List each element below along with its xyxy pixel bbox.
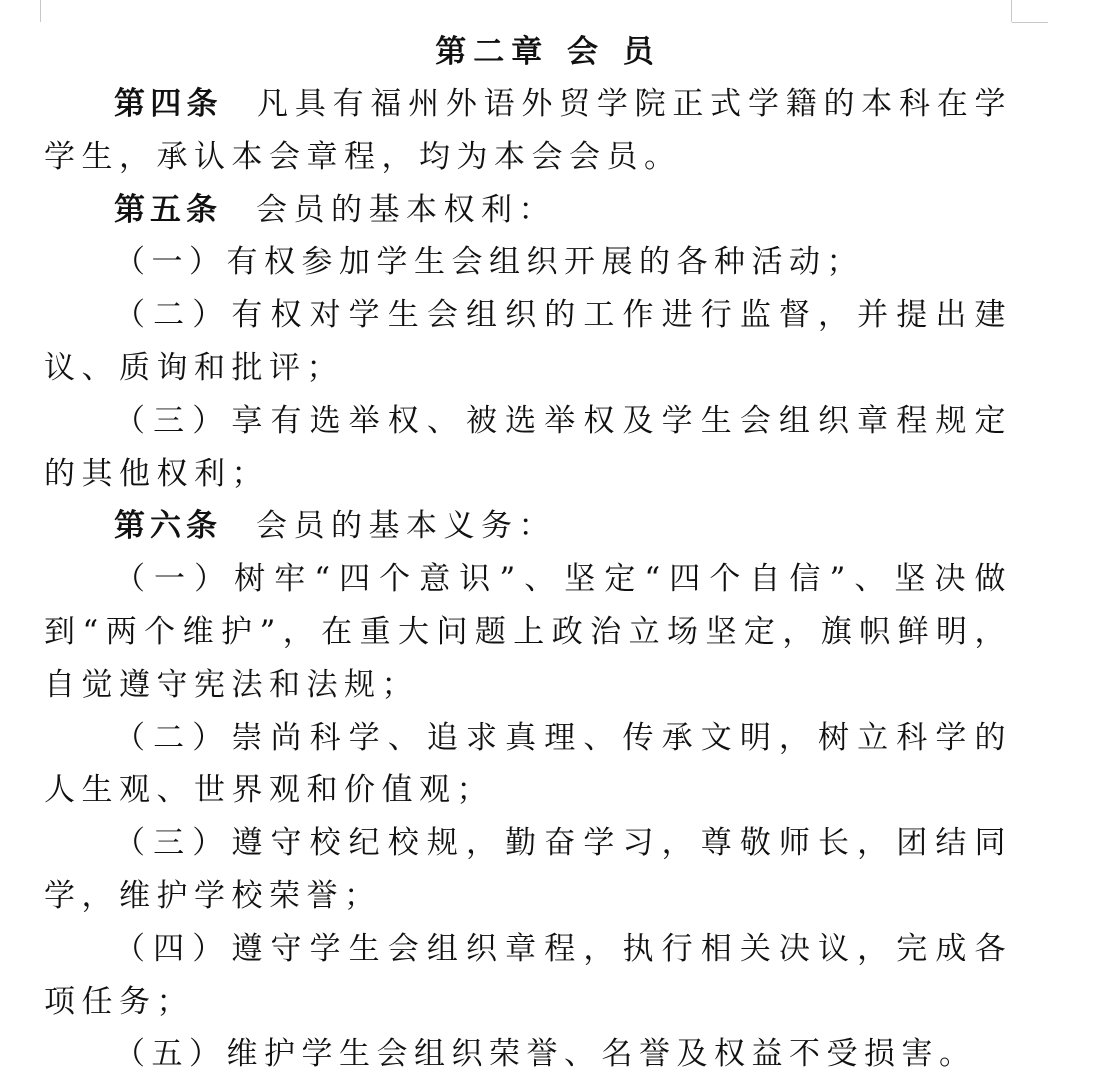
- list-item: [44, 712, 1012, 818]
- paragraph-text: 会员的基本义务：: [256, 508, 556, 545]
- article-number: 第四条: [114, 86, 223, 122]
- paragraph-text: （一）有权参加学生会组织开展的各种活动；: [114, 244, 864, 281]
- article-number: 第五条: [114, 191, 222, 228]
- list-item: [44, 817, 1012, 923]
- paragraph-text: 凡具有福州外语外贸学院正式学籍的本科在学学生，承认本会章程，均为本会会员。: [44, 86, 1013, 175]
- paragraph-text: （一）树牢“四个意识”、坚定“四个自信”、坚决做到“两个维护”，在重大问题上政治立场坚定，旗帜鲜明，自觉遵守宪法和法规；: [44, 561, 1012, 703]
- list-item: [44, 395, 1012, 501]
- list-item: [44, 236, 1012, 289]
- list-item: [44, 553, 1012, 711]
- crop-mark-top-right-vertical: [1011, 0, 1012, 22]
- crop-mark-top-left: [40, 0, 41, 22]
- article-paragraph: [44, 184, 1012, 237]
- list-item: [44, 1028, 1012, 1081]
- article-number: 第六条: [114, 508, 222, 545]
- paragraph-text: （五）维护学生会组织荣誉、名誉及权益不受损害。: [114, 1036, 977, 1073]
- chapter-title: 第二章 会 员: [435, 34, 661, 70]
- paragraph-text: （二）有权对学生会组织的工作进行监督，并提出建议、质询和批评；: [44, 297, 1012, 386]
- article-paragraph: [44, 78, 1012, 184]
- paragraph-text: （四）遵守学生会组织章程，执行相关决议，完成各项任务；: [44, 930, 1012, 1020]
- article-paragraph: [44, 500, 1012, 553]
- paragraph-text: 会员的基本权利：: [256, 191, 556, 228]
- list-item: [44, 289, 1012, 395]
- paragraph-text: （二）崇尚科学、追求真理、传承文明，树立科学的人生观、世界观和价值观；: [44, 719, 1012, 809]
- crop-mark-top-right-horizontal: [1012, 22, 1048, 23]
- paragraph-text: （三）享有选举权、被选举权及学生会组织章程规定的其他权利；: [44, 402, 1012, 492]
- paragraph-text: （三）遵守校纪校规，勤奋学习，尊敬师长，团结同学，维护学校荣誉；: [44, 825, 1012, 914]
- document-body: [44, 26, 1012, 1081]
- list-item: [44, 923, 1012, 1029]
